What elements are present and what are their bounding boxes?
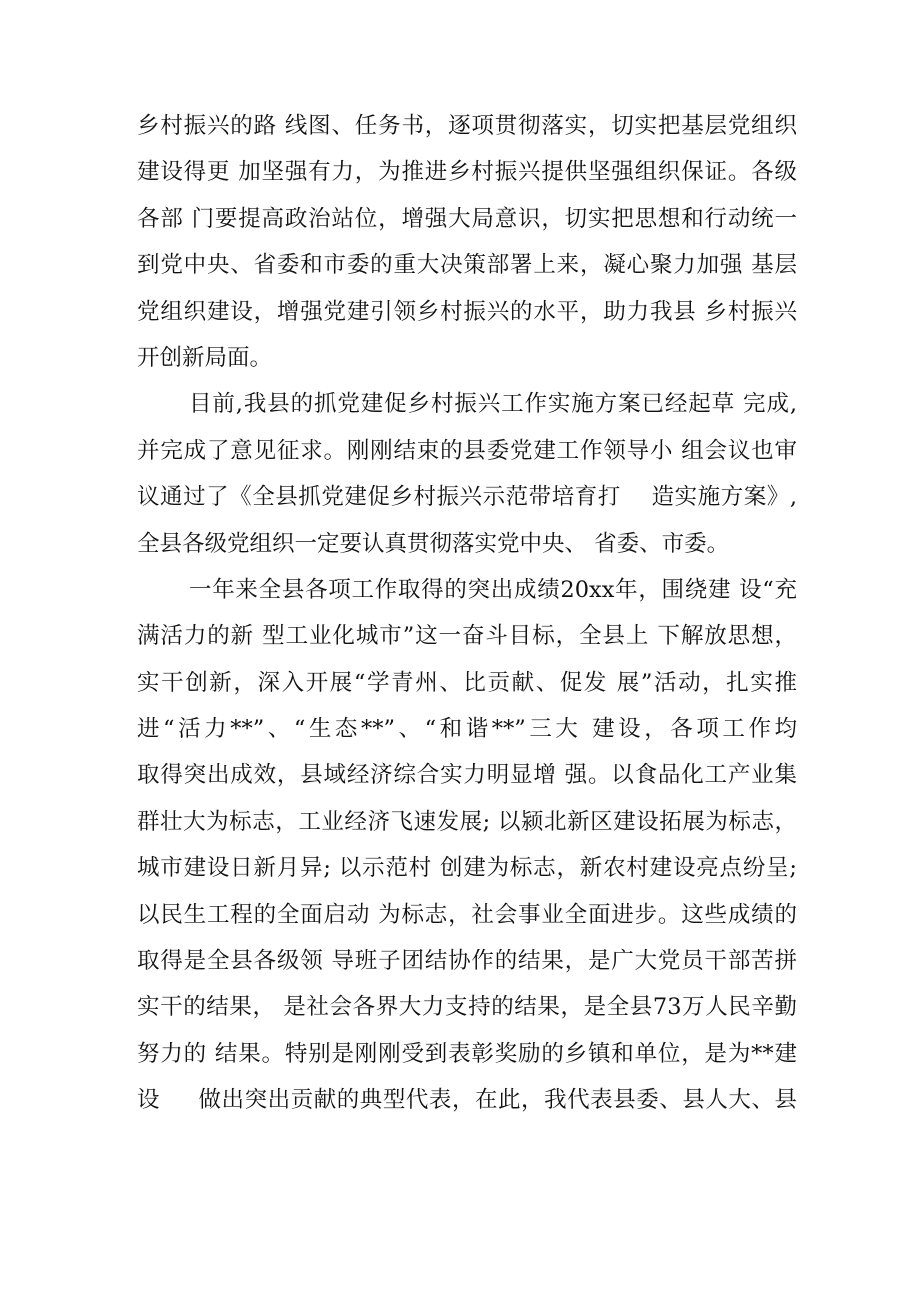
- text-line: 满活力的新 型工业化城市”这一奋斗目标，全县上 下解放思想，: [137, 623, 797, 650]
- text-line: 以民生工程的全面启动 为标志，社会事业全面进步。这些成绩的: [137, 901, 797, 928]
- text-line: 党组织建设，增强党建引领乡村振兴的水平，助力我县 乡村振兴: [137, 298, 797, 325]
- text-line: 建设得更 加坚强有力，为推进乡村振兴提供坚强组织保证。各级: [137, 159, 797, 186]
- text-line: 目前,我县的抓党建促乡村振兴工作实施方案已经起草 完成,: [189, 391, 797, 418]
- text-line: 努力的 结果。特别是刚刚受到表彰奖励的乡镇和单位，是为**建: [137, 1040, 797, 1067]
- text-line: 各部 门要提高政治站位，增强大局意识，切实把思想和行动统一: [137, 205, 797, 232]
- text-line: 实干的结果， 是社会各界大力支持的结果，是全县73万人民辛勤: [137, 994, 797, 1021]
- text-line: 城市建设日新月异; 以示范村 创建为标志，新农村建设亮点纷呈;: [137, 855, 797, 882]
- text-line: 到党中央、省委和市委的重大决策部署上来，凝心聚力加强 基层: [137, 252, 797, 279]
- text-line: 议通过了《全县抓党建促乡村振兴示范带培育打 造实施方案》,: [137, 484, 797, 511]
- text-line: 取得突出成效，县域经济综合实力明显增 强。以食品化工产业集: [137, 762, 797, 789]
- text-line: 乡村振兴的路 线图、任务书，逐项贯彻落实，切实把基层党组织: [137, 113, 797, 139]
- text-line: 一年来全县各项工作取得的突出成绩20xx年，围绕建 设“充: [189, 576, 797, 603]
- text-line: 实干创新，深入开展“学青州、比贡献、促发 展”活动，扎实推: [137, 669, 797, 696]
- text-line: 并完成了意见征求。刚刚结束的县委党建工作领导小 组会议也审: [137, 437, 797, 464]
- text-line: 进“活力**”、“生态**”、“和谐**”三大 建设，各项工作均: [137, 716, 797, 743]
- document-body: [137, 103, 797, 1124]
- text-line: 取得是全县各级领 导班子团结协作的结果，是广大党员干部苦拼: [137, 948, 797, 975]
- text-line: 群壮大为标志，工业经济飞速发展; 以颍北新区建设拓展为标志，: [137, 808, 797, 835]
- text-line: 开创新局面。: [137, 344, 273, 371]
- text-line: 设 做出突出贡献的典型代表，在此，我代表县委、县人大、县: [137, 1087, 797, 1114]
- text-line: 全县各级党组织一定要认真贯彻落实党中央、 省委、市委。: [137, 530, 730, 557]
